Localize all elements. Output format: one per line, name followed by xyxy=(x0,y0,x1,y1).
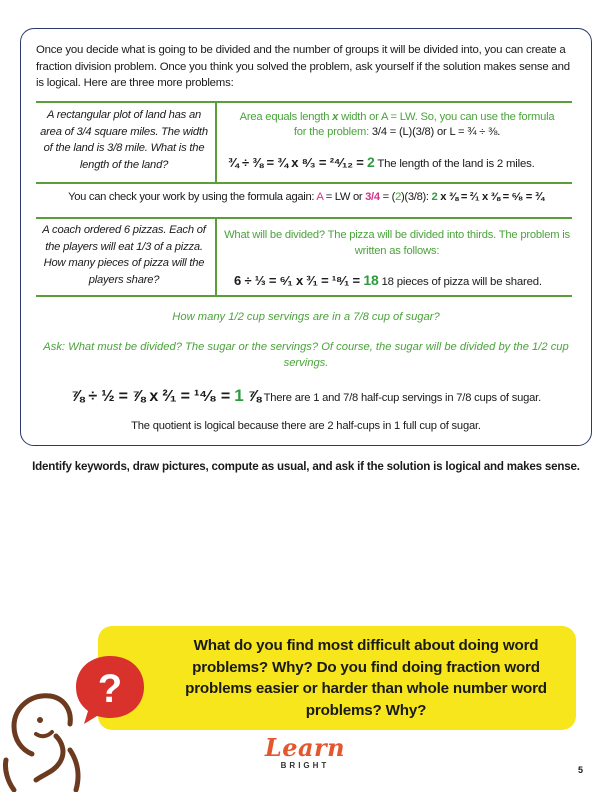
sugar-equation: ⅞ ÷ ½ = ⅞ x ²⁄₁ = ¹⁴⁄₈ = xyxy=(71,388,235,405)
check-two: 2 xyxy=(395,191,401,203)
pizza-problem: A coach ordered 6 pizzas. Each of the players will eat 1/3 of a pizza. How many pieces of pizza will the players share? xyxy=(42,224,206,286)
divider-vertical-pizza xyxy=(215,218,217,296)
land-answer-x: x xyxy=(332,111,339,123)
page-number: 5 xyxy=(578,765,584,775)
svg-text:?: ? xyxy=(97,667,123,711)
land-answer-line1: Area equals length xyxy=(239,111,333,123)
sugar-result-whole: 1 xyxy=(234,386,244,405)
discussion-question: What do you find most difficult about doing word problems? Why? Do you find doing fraction word problems easier or harder than whole number word problems? Why? xyxy=(185,637,547,719)
pizza-result: 18 xyxy=(363,272,379,288)
check-a: A xyxy=(316,191,323,203)
check-math: x ⅜ = ²⁄₁ x ⅜ = ⁶⁄₈ = ¾ xyxy=(437,191,544,203)
logo-word: Learn xyxy=(264,733,346,762)
sugar-equation-line xyxy=(36,386,576,406)
land-answer-line1b: width or A = LW. So, you can use the formula xyxy=(338,111,555,123)
pizza-result-text: 18 pieces of pizza will be shared. xyxy=(378,276,542,288)
pizza-equation: 6 ÷ ⅓ = ⁶⁄₁ x ³⁄₁ = ¹⁸⁄₁ = xyxy=(234,273,364,288)
check-three-four: 3/4 xyxy=(365,191,380,203)
sugar-result-frac: ⅞ xyxy=(243,388,261,405)
sugar-question: How many 1/2 cup servings are in a 7/8 cup of sugar? xyxy=(172,311,440,323)
check-two-b: 2 xyxy=(431,191,438,203)
logo-sub: BRIGHT xyxy=(280,761,330,770)
sugar-quotient: The quotient is logical because there are 2 half-cups in 1 full cup of sugar. xyxy=(131,420,481,432)
land-equation-line xyxy=(228,154,535,170)
learn-bright-logo xyxy=(250,735,360,785)
check-prefix: You can check your work by using the formula again: xyxy=(68,191,317,203)
land-result: 2 xyxy=(367,154,375,170)
pizza-equation-line xyxy=(234,272,542,288)
intro-paragraph: Once you decide what is going to be divided and the number of groups it will be divided into, you can create a fraction division problem. Once you think you solved the problem, ask yourself if the solution makes sense and is logical. Here are three more problems: xyxy=(36,44,570,89)
tip-text: Identify keywords, draw pictures, compute as usual, and ask if the solution is logical and makes sense. xyxy=(32,460,580,473)
land-problem: A rectangular plot of land has an area of 3/4 square miles. The width of the land is 3/8 mile. What is the length of the land? xyxy=(40,109,208,171)
divider-pizza-bottom xyxy=(36,295,572,297)
pizza-answer: What will be divided? The pizza will be divided into thirds. The problem is written as follows: xyxy=(224,229,570,257)
check-eq1: = LW or xyxy=(322,191,366,203)
land-answer-line2a: for the problem: xyxy=(293,126,372,138)
land-answer xyxy=(222,110,572,140)
sugar-result-text: There are 1 and 7/8 half-cup servings in 7/8 cups of sugar. xyxy=(260,392,541,404)
land-result-text: The length of the land is 2 miles. xyxy=(374,158,535,170)
check-eq3: )(3/8): xyxy=(401,191,432,203)
divider-land-bottom xyxy=(36,182,572,184)
sugar-ask: Ask: What must be divided? The sugar or the servings? Of course, the sugar will be divided by the 1/2 cup servings. xyxy=(43,341,569,369)
land-equation: ¾ ÷ ⅜ = ¾ x ⁸⁄₃ = ²⁴⁄₁₂ = xyxy=(228,155,367,170)
divider-vertical-land xyxy=(215,102,217,182)
check-line xyxy=(36,191,576,203)
land-answer-line2b: 3/4 = (L)(3/8) or L = ¾ ÷ ⅜. xyxy=(371,126,501,138)
thinking-person-icon xyxy=(0,690,110,792)
check-eq2: = ( xyxy=(379,191,396,203)
divider-pizza-top xyxy=(36,217,572,219)
divider-top xyxy=(36,101,572,103)
